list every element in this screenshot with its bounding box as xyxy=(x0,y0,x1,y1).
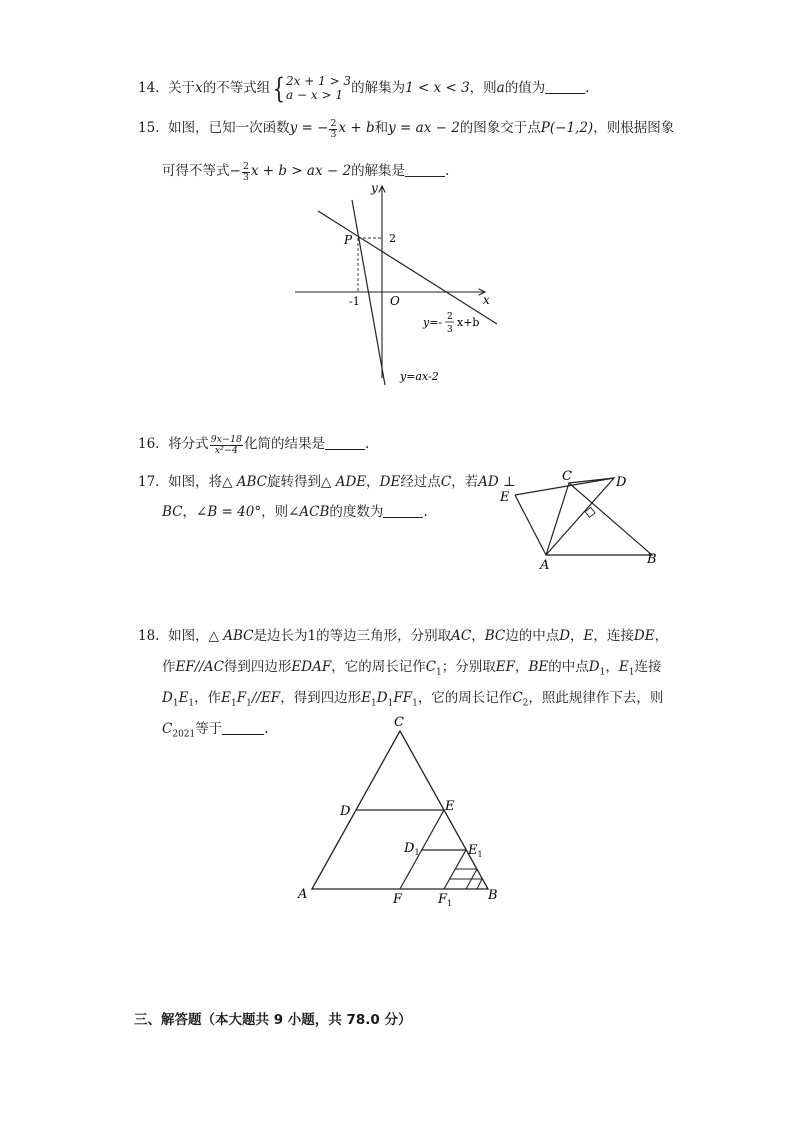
answer-blank[interactable] xyxy=(545,81,585,94)
q16-text: 化简的结果是 xyxy=(244,436,326,452)
q17-figure xyxy=(495,468,670,573)
q18-line-1 xyxy=(138,624,668,644)
y-axis-label: y xyxy=(371,181,378,195)
d1-letter: D xyxy=(588,659,600,675)
line-1-frac-d: 3 xyxy=(447,325,453,335)
fraction xyxy=(210,435,243,456)
answer-blank[interactable] xyxy=(383,505,423,518)
q14-text: 的不等式组 xyxy=(202,80,271,96)
q17-text: ， xyxy=(366,474,380,490)
e1f1-parallel-ef xyxy=(221,690,281,709)
q14-text: 的值为 xyxy=(504,80,546,96)
label-e1: $E_1$ xyxy=(468,843,483,859)
segment-ac: AC xyxy=(451,628,472,644)
label-e: E xyxy=(500,490,510,505)
segment-be: BE xyxy=(528,659,549,675)
d1e1-d: D xyxy=(162,690,173,706)
e1f1-tail: //EF xyxy=(251,690,281,706)
q17-text: 的度数为 xyxy=(329,504,384,520)
numerator: 2 xyxy=(330,118,337,130)
segment-de: DE xyxy=(633,628,655,644)
line-1-frac-n: 2 xyxy=(447,312,453,322)
numerator: 9x−18 xyxy=(210,434,243,446)
side-length: 1 xyxy=(307,628,317,644)
q18-text: ；分别取 xyxy=(441,659,496,675)
q18-line-2 xyxy=(162,655,661,678)
segment-e3f3 xyxy=(477,879,482,889)
q14-text: 的解集为 xyxy=(351,80,406,96)
label-a: A xyxy=(298,887,308,902)
ef-parallel-ac: EF//AC xyxy=(175,659,224,675)
point-c: C xyxy=(440,474,452,490)
q15-ineq: − xyxy=(229,163,241,179)
answer-blank[interactable] xyxy=(325,437,365,450)
d1e1-e: E xyxy=(178,690,189,706)
question-number: 16. xyxy=(138,436,160,452)
c1-sub: 1 xyxy=(436,667,442,678)
numerator: 2 xyxy=(242,161,249,173)
q15-line-1 xyxy=(138,116,674,140)
c1-letter: C xyxy=(425,659,437,675)
d1 xyxy=(588,659,606,678)
x-axis-label: x xyxy=(483,293,490,307)
angle-b: ∠B = 40° xyxy=(196,504,262,520)
q15-text: 的解集是 xyxy=(351,163,406,179)
q18-text: 的中点 xyxy=(548,659,589,675)
fraction xyxy=(242,162,250,183)
denominator: x²−4 xyxy=(214,445,238,457)
point-e: E xyxy=(583,628,594,644)
q18-text: ，作 xyxy=(194,690,222,706)
question-number: 17. xyxy=(138,474,160,490)
q18-text: 作 xyxy=(162,659,176,675)
q18-text: 等于 xyxy=(195,721,223,737)
q15-text: 可得不等式 xyxy=(162,163,230,179)
c2-letter: C xyxy=(512,690,523,706)
question-number: 15. xyxy=(138,120,160,136)
segment-bc: BC xyxy=(162,504,183,520)
label-b: B xyxy=(488,888,498,903)
q15-func1: y = − xyxy=(289,120,329,136)
inequality-system xyxy=(286,75,351,103)
label-a: A xyxy=(540,558,550,573)
label-c: C xyxy=(394,715,404,730)
q14-text: ，则 xyxy=(469,80,497,96)
label-d1: $D_1$ xyxy=(404,841,420,857)
tick-2: 2 xyxy=(389,232,396,245)
e1 xyxy=(618,659,635,678)
q14-var-a: a xyxy=(496,80,505,96)
c2021 xyxy=(162,721,196,740)
c2021-sub: 2021 xyxy=(172,729,196,740)
answer-blank[interactable] xyxy=(405,164,445,177)
line-1-label-tail: x+b xyxy=(457,316,480,329)
denominator: 3 xyxy=(330,129,337,141)
q17-text: ， xyxy=(182,504,197,520)
label-f1: $F_1$ xyxy=(438,892,453,907)
q18-text: ， xyxy=(570,628,584,644)
q18-line-4 xyxy=(162,717,269,740)
q17-line-2 xyxy=(162,500,428,520)
segment-ef: EF xyxy=(495,659,516,675)
q14-end: . xyxy=(585,80,590,96)
q15-point: P(−1,2) xyxy=(540,120,594,136)
label-b: B xyxy=(647,552,657,567)
q17-line-1 xyxy=(138,470,516,490)
q16-text: 将分式 xyxy=(168,436,209,452)
q18-text: ，它的周长记作 xyxy=(417,690,513,706)
section-heading: 三、解答题（本大题共 9 小题，共 78.0 分） xyxy=(134,1012,412,1028)
system-row-1: 2x + 1 > 3 xyxy=(286,73,352,88)
question-number: 18. xyxy=(138,628,160,644)
q18-line-3 xyxy=(162,686,663,709)
q14-text: 关于 xyxy=(168,80,196,96)
q15-text: 如图，已知一次函数 xyxy=(168,120,290,136)
q16-end: . xyxy=(365,436,370,452)
q17-text: 旋转得到 xyxy=(267,474,322,490)
e1f1-f: F xyxy=(236,690,247,706)
q18-text: ，照此规律作下去，则 xyxy=(528,690,664,706)
line-1-label: y=- xyxy=(423,316,443,329)
q18-text: 得到四边形 xyxy=(223,659,292,675)
q17-text: 经过点 xyxy=(400,474,441,490)
q17-text: ，则 xyxy=(261,504,289,520)
label-e: E xyxy=(445,799,455,814)
q15-ineq-tail: x + b > ax − 2 xyxy=(250,163,352,179)
point-p-label: P xyxy=(344,233,353,247)
segment-de: DE xyxy=(379,474,401,490)
q15-end: . xyxy=(445,163,450,179)
q18-figure xyxy=(290,712,510,907)
label-d: D xyxy=(340,804,351,819)
d1e1 xyxy=(162,690,195,709)
q18-text: 如图， xyxy=(168,628,209,644)
d1-sub: 1 xyxy=(599,667,606,678)
quad-f-sub: 1 xyxy=(412,698,418,709)
e1-letter: E xyxy=(618,659,629,675)
triangle-ade xyxy=(515,478,614,555)
q14-solution-set: 1 < x < 3 xyxy=(405,80,470,96)
e1f1-f-sub: 1 xyxy=(246,698,252,709)
d1e1-d-sub: 1 xyxy=(172,698,179,709)
line-1 xyxy=(318,211,497,324)
label-f: F xyxy=(393,892,403,907)
q18-text: 是边长为 xyxy=(253,628,308,644)
q17-end: . xyxy=(423,504,428,520)
answer-blank[interactable] xyxy=(222,722,264,735)
angle-acb: ∠ACB xyxy=(288,504,330,520)
triangle-ade: △ ADE xyxy=(321,474,367,490)
d1e1-e-sub: 1 xyxy=(188,698,195,709)
q18-text: 连接 xyxy=(634,659,662,675)
ad-perp: AD ⊥ xyxy=(478,474,516,490)
line-2-label: y=ax-2 xyxy=(400,370,439,383)
c2-sub: 2 xyxy=(522,698,529,709)
q15-text: 和 xyxy=(374,120,389,136)
triangle-abc xyxy=(546,483,652,555)
label-c: C xyxy=(562,469,572,484)
c1 xyxy=(425,659,442,678)
tick-minus-1: -1 xyxy=(349,295,360,308)
q18-text: 的等边三角形，分别取 xyxy=(316,628,452,644)
q18-text: ， xyxy=(515,659,529,675)
denominator: 3 xyxy=(242,172,249,184)
quad-d-sub: 1 xyxy=(387,698,394,709)
quad-e: E xyxy=(361,690,372,706)
q18-end: . xyxy=(264,721,269,737)
q16-line xyxy=(138,432,369,456)
segment-bc: BC xyxy=(484,628,506,644)
q17-text: 如图，将 xyxy=(168,474,223,490)
quad-e-sub: 1 xyxy=(371,698,377,709)
q18-text: 边的中点 xyxy=(505,628,560,644)
q14-var-x: x xyxy=(195,80,203,96)
q15-graph xyxy=(290,178,505,388)
origin-label: O xyxy=(390,294,400,308)
q18-text: ， xyxy=(605,659,619,675)
q18-text: ，连接 xyxy=(593,628,634,644)
q18-text: ，它的周长记作 xyxy=(331,659,426,675)
quad-ff: FF xyxy=(393,690,413,706)
q15-func2: y = ax − 2 xyxy=(388,120,460,136)
q18-text: ， xyxy=(471,628,485,644)
point-d: D xyxy=(559,628,571,644)
e1f1-e: E xyxy=(221,690,232,706)
q15-func1-tail: x + b xyxy=(338,120,375,136)
q15-text: 的图象交于点 xyxy=(459,120,541,136)
q14-line xyxy=(138,72,590,105)
question-number: 14. xyxy=(138,80,160,96)
e1f1-e-sub: 1 xyxy=(231,698,237,709)
c2 xyxy=(512,690,529,709)
triangle-abc: △ ABC xyxy=(222,474,268,490)
system-brace: { xyxy=(272,72,286,105)
fraction xyxy=(329,119,337,140)
label-d: D xyxy=(616,475,627,490)
c2021-letter: C xyxy=(162,721,173,737)
system-row-2: a − x > 1 xyxy=(286,87,343,102)
e1-sub: 1 xyxy=(628,667,635,678)
q18-text: ， xyxy=(654,628,669,644)
triangle-abc: △ ABC xyxy=(208,628,254,644)
quad-edaf: EDAF xyxy=(291,659,332,675)
q17-text: ，若 xyxy=(451,474,479,490)
q15-text: ，则根据图象 xyxy=(593,120,675,136)
quad-d: D xyxy=(376,690,388,706)
q18-text: ，得到四边形 xyxy=(280,690,362,706)
quad-e1d1ff1 xyxy=(361,690,418,709)
